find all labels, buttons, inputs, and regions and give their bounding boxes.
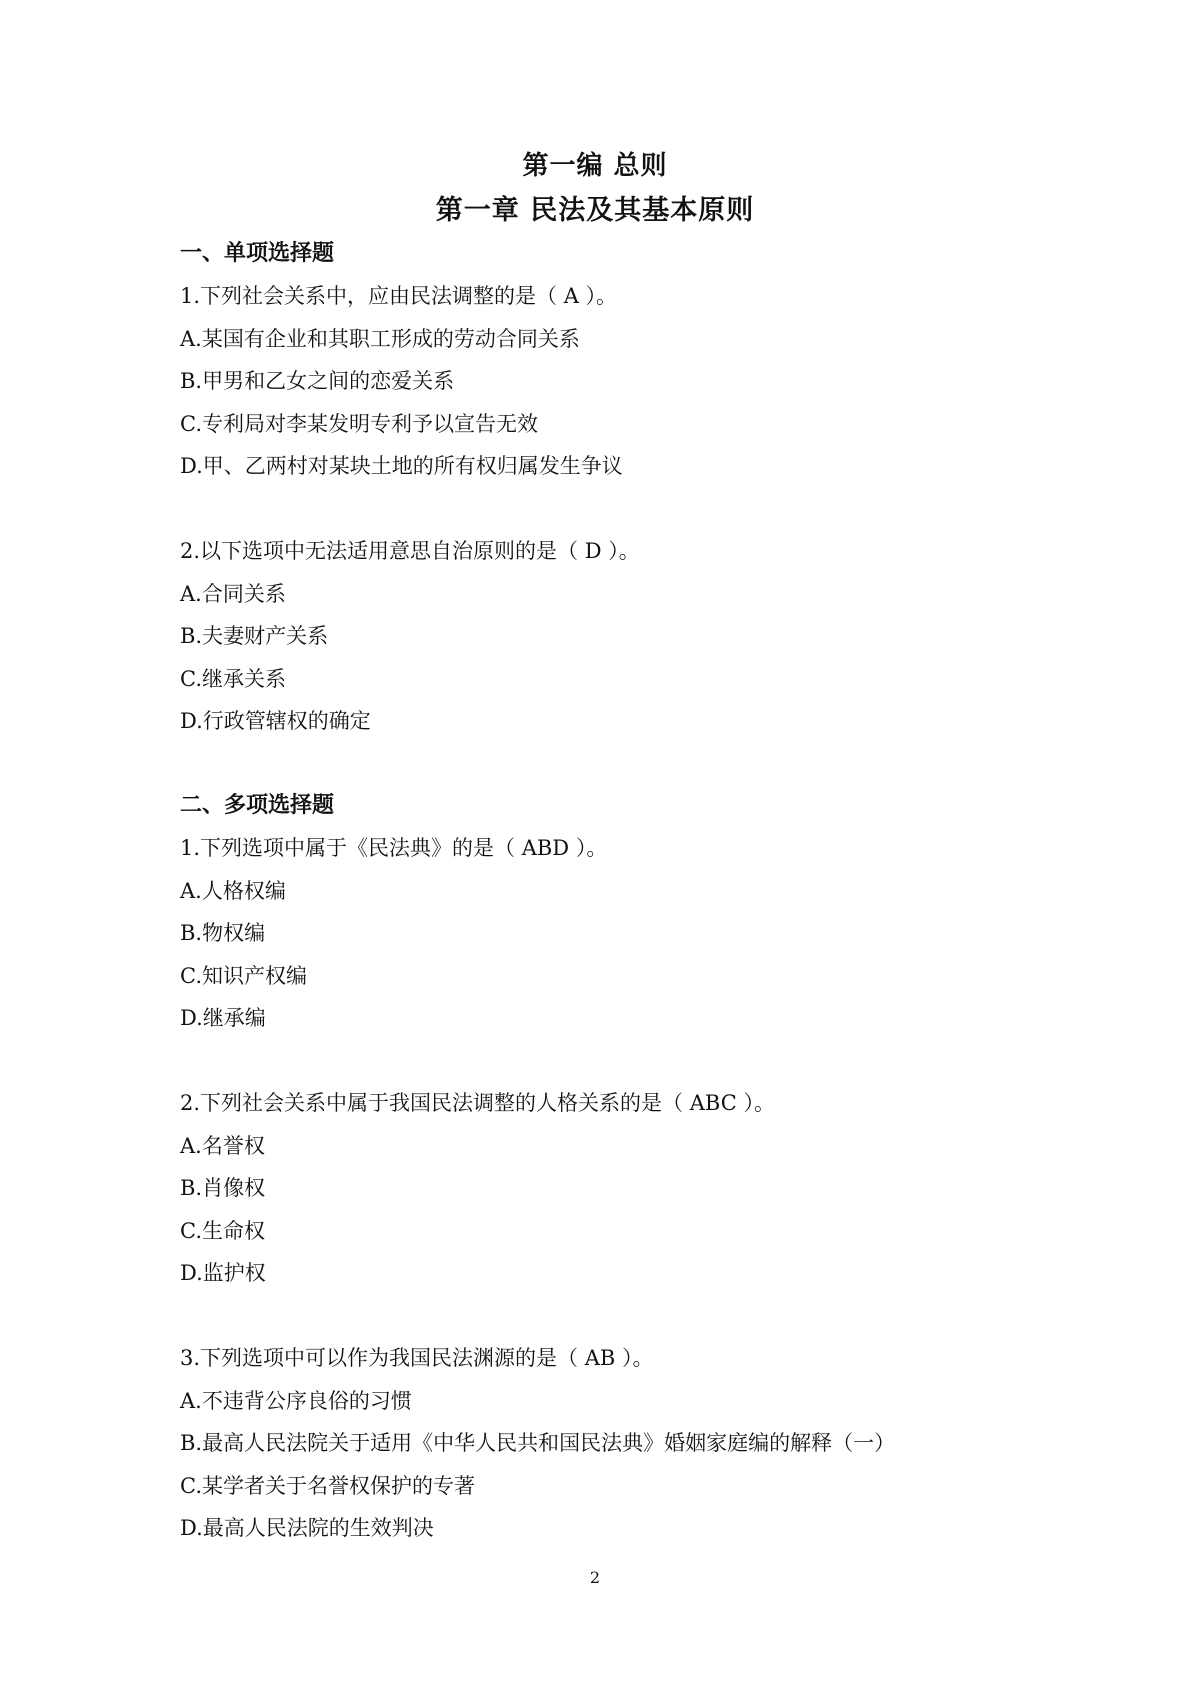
page-number: 2: [589, 1568, 601, 1587]
question-stem: 1.下列选项中属于《民法典》的是（ ABD ）。: [180, 836, 608, 860]
option-b: B.最高人民法院关于适用《中华人民共和国民法典》婚姻家庭编的解释（一）: [180, 1431, 896, 1455]
option-b: B.夫妻财产关系: [180, 624, 329, 648]
spacer: [180, 1040, 1080, 1083]
option-b: B.甲男和乙女之间的恋爱关系: [180, 369, 455, 393]
option-d: D.甲、乙两村对某块土地的所有权归属发生争议: [180, 454, 623, 478]
option-d: D.继承编: [180, 1006, 266, 1030]
question-stem: 3.下列选项中可以作为我国民法渊源的是（ AB ）。: [180, 1346, 654, 1370]
chapter-title: 第一章 民法及其基本原则: [435, 195, 755, 226]
option-d: D.监护权: [180, 1261, 266, 1285]
option-a: A.人格权编: [180, 878, 286, 903]
question-stem: 1.下列社会关系中，应由民法调整的是（ A ）。: [180, 284, 618, 308]
option-c: C.生命权: [180, 1218, 265, 1243]
spacer: [180, 488, 1080, 531]
spacer: [180, 743, 1080, 786]
option-c: C.继承关系: [180, 666, 286, 691]
spacer: [180, 1295, 1080, 1338]
section-heading-multiple-choice: 二、多项选择题: [180, 793, 335, 818]
option-a: A.不违背公序良俗的习惯: [180, 1388, 412, 1413]
section-heading-single-choice: 一、单项选择题: [180, 241, 335, 266]
part-title: 第一编 总则: [522, 151, 668, 181]
option-c: C.某学者关于名誉权保护的专著: [180, 1473, 475, 1498]
option-a: A.名誉权: [180, 1133, 265, 1158]
option-a: A.某国有企业和其职工形成的劳动合同关系: [180, 326, 580, 351]
option-b: B.物权编: [180, 921, 266, 945]
option-c: C.知识产权编: [180, 963, 307, 988]
option-d: D.最高人民法院的生效判决: [180, 1516, 434, 1540]
question-stem: 2.以下选项中无法适用意思自治原则的是（ D ）。: [180, 539, 640, 563]
question-content: [180, 233, 1080, 1550]
option-a: A.合同关系: [180, 581, 286, 606]
option-b: B.肖像权: [180, 1176, 266, 1200]
question-stem: 2.下列社会关系中属于我国民法调整的人格关系的是（ ABC ）。: [180, 1091, 775, 1115]
option-c: C.专利局对李某发明专利予以宣告无效: [180, 411, 538, 436]
option-d: D.行政管辖权的确定: [180, 709, 371, 733]
